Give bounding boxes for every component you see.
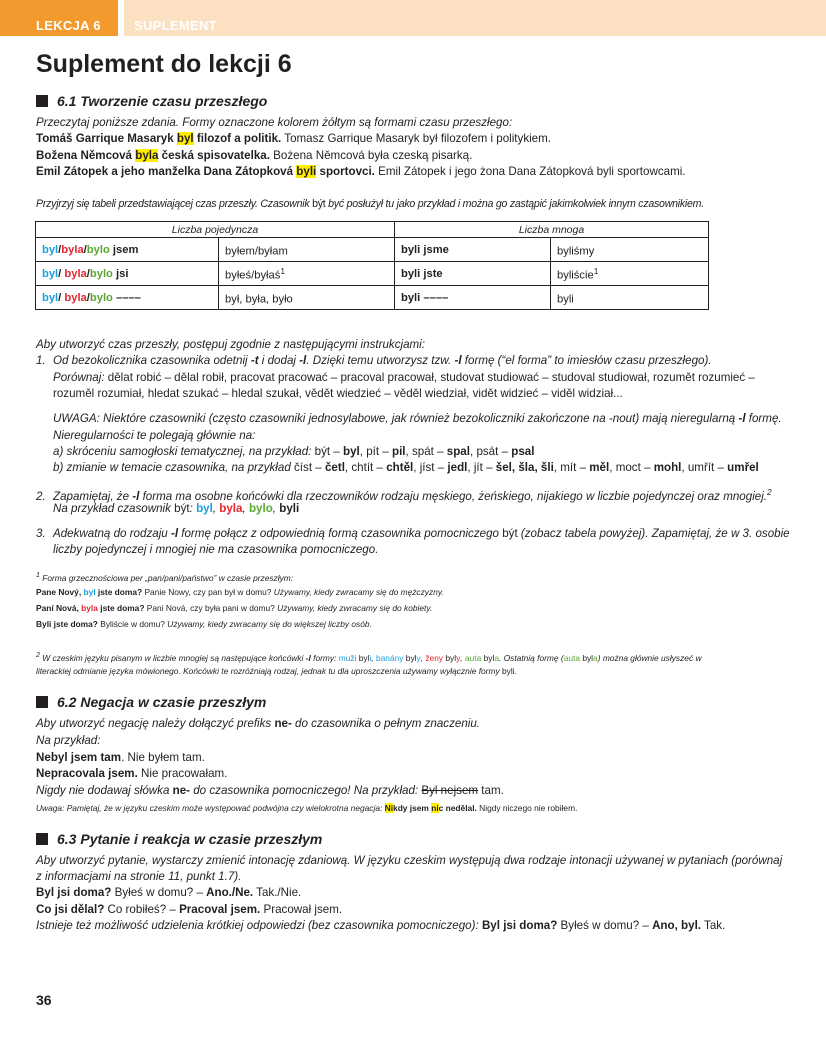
- example-line: Božena Němcová byla česká spisovatelka. Bożena Němcová była czeską pisarką.: [36, 149, 473, 162]
- footnote-1-line: Byli jste doma? Byliście w domu? Używamy, kiedy zwracamy się do większej liczby osób.: [36, 619, 372, 629]
- top-header-bar: [0, 0, 826, 36]
- s2-example: Nebyl jsem tam. Nie byłem tam.: [36, 751, 205, 764]
- table-row: byl/ byla/bylo –––– był, była, było byli –––– byli: [36, 286, 709, 310]
- s2-line: Nigdy nie dodawaj słówka ne- do czasownika pomocniczego! Na przykład: Byl nejsem tam.: [36, 784, 504, 797]
- square-bullet-icon: [36, 696, 48, 708]
- table-row: byl/byla/bylo jsem byłem/byłam byli jsme byliśmy: [36, 238, 709, 262]
- comparison-line: Porównaj: dělat robić – dělal robił, pracovat pracować – pracoval pracował, studovat studiować – studoval studiował, rozumět rozumieć –: [53, 371, 755, 384]
- instruction-3-cont: liczby pojedynczej i mnogiej nie ma czasownika pomocniczego.: [53, 543, 379, 556]
- header-singular: Liczba pojedyncza: [36, 222, 395, 238]
- s2-note: Uwaga: Pamiętaj, że w języku czeskim może występować podwójna czy wielokrotna negacja: Nikdy jsem nic nedělal. Nigdy niczego nie robiłem.: [36, 803, 578, 813]
- s3-line: Istnieje też możliwość udzielenia krótkiej odpowiedzi (bez czasownika pomocniczego): Byl jsi doma? Byłeś w domu? – Ano, byl. Tak.: [36, 919, 726, 932]
- footnote-1: $^1$ Forma grzecznościowa per „pan/pani/państwo” w czasie przeszłym:: [36, 572, 294, 583]
- lesson-tab: [0, 0, 118, 36]
- supplement-tab: [124, 0, 826, 36]
- s3-line: Aby utworzyć pytanie, wystarczy zmienić intonację zdaniową. W języku czeskim występują dwa rodzaje intonacji używanej w pytaniach (porównaj: [36, 854, 783, 867]
- instruction-3: 3. Adekwatną do rodzaju -l formę połącz z odpowiednią formą czasownika pomocniczego být (zobacz tabela powyżej). Zapamiętaj, że w 3. osobie: [36, 527, 790, 540]
- s1-intro: Przeczytaj poniższe zdania. Formy oznaczone kolorem żółtym są formami czasu przeszłego:: [36, 116, 513, 129]
- instruction-2: 2. Zapamiętaj, że -l forma ma osobne końcówki dla rzeczowników rodzaju męskiego, żeńskiego, nijakiego w liczbie pojedynczej oraz mnogiej.$^2$: [36, 487, 772, 503]
- note-irregular: UWAGA: Niektóre czasowniki (często czasowniki jednosylabowe, jak również bezokoliczniki zakończone na -nout) mają nieregularną -l formę.: [53, 412, 782, 425]
- example-line: Emil Zátopek a jeho manželka Dana Zátopková byli sportovci. Emil Zátopek i jego żona Dana Zátopková byli sportowcami.: [36, 165, 686, 178]
- s3-example: Co jsi dělal? Co robiłeś? – Pracoval jsem. Pracował jsem.: [36, 903, 343, 916]
- instruction-1: 1. Od bezokolicznika czasownika odetnij -t i dodaj -l. Dzięki temu utworzysz tzw. -l formę (“el forma” to imiesłów czasu przeszłego).: [36, 354, 712, 367]
- section-heading-6-3: 6.3 Pytanie i reakcja w czasie przeszłym: [36, 831, 322, 847]
- example-line: Tomáš Garrique Masaryk byl filozof a politik. Tomasz Garrique Masaryk był filozofem i politykiem.: [36, 132, 552, 145]
- page-number: 36: [36, 992, 52, 1008]
- s2-example: Nepracovala jsem. Nie pracowałam.: [36, 767, 228, 780]
- instructions-intro: Aby utworzyć czas przeszły, postępuj zgodnie z następującymi instrukcjami:: [36, 338, 425, 351]
- s2-line: Na przykład:: [36, 734, 101, 747]
- footnote-2-cont: literackiej odmianie języka mówionego. Końcówki te rozróżniają rodzaj, jednak tu dla uproszczenia używamy wyłącznie formy byli.: [36, 666, 517, 676]
- lesson-label: LEKCJA 6: [36, 18, 101, 33]
- page-title: Suplement do lekcji 6: [36, 50, 292, 78]
- square-bullet-icon: [36, 833, 48, 845]
- footnote-1-line: Paní Nová, byla jste doma? Pani Nová, czy była pani w domu? Używamy, kiedy zwracamy się do kobiety.: [36, 603, 433, 613]
- conjugation-table: [35, 221, 709, 310]
- comparison-line: rozuměl rozumiał, hledat szukać – hledal szukał, vědět wiedzieć – věděl wiedział, vidět widzieć – viděl widział...: [53, 387, 623, 400]
- square-bullet-icon: [36, 95, 48, 107]
- irregular-b: b) zmianie w temacie czasownika, na przykład číst – četl, chtít – chtěl, jíst – jedl, jít – šel, šla, šli, mít – měl, moct – mohl, umřít – umřel: [53, 461, 759, 474]
- footnote-2: $^2$ W czeskim języku pisanym w liczbie mnogiej są następujące końcówki -l formy: muži byli, banány byly, ženy byly, auta byla. Ostatnią formę (auta byla) można głównie usłyszeć w: [36, 652, 702, 663]
- table-row: byl/ byla/bylo jsi byłeś/byłaś$^1$ byli jste byliście$^1$: [36, 262, 709, 286]
- s3-example: Byl jsi doma? Byłeś w domu? – Ano./Ne. Tak./Nie.: [36, 886, 302, 899]
- section-heading-6-1: 6.1 Tworzenie czasu przeszłego: [36, 93, 267, 109]
- s2-line: Aby utworzyć negację należy dołączyć prefiks ne- do czasownika o pełnym znaczeniu.: [36, 717, 481, 730]
- note-irregular-2: Nieregularności te polegają głównie na:: [53, 429, 256, 442]
- instruction-2-example: Na przykład czasownik být: byl, byla, bylo, byli: [53, 502, 300, 515]
- footnote-1-line: Pane Nový, byl jste doma? Panie Nowy, czy pan był w domu? Używamy, kiedy zwracamy się do mężczyzny.: [36, 587, 444, 597]
- section-heading-6-2: 6.2 Negacja w czasie przeszłym: [36, 694, 266, 710]
- s3-line: z informacjami na stronie 11, punkt 1.7).: [36, 870, 242, 883]
- irregular-a: a) skróceniu samogłoski tematycznej, na przykład: být – byl, pít – pil, spát – spal, psát – psal: [53, 445, 535, 458]
- header-plural: Liczba mnoga: [395, 222, 709, 238]
- table-header-row: [36, 222, 709, 238]
- table-intro: Przyjrzyj się tabeli przedstawiającej czas przeszły. Czasownik být być posłużył tu jako przykład i można go zastąpić jakimkolwiek innym czasownikiem.: [36, 198, 704, 210]
- supplement-label: SUPLEMENT: [134, 18, 217, 33]
